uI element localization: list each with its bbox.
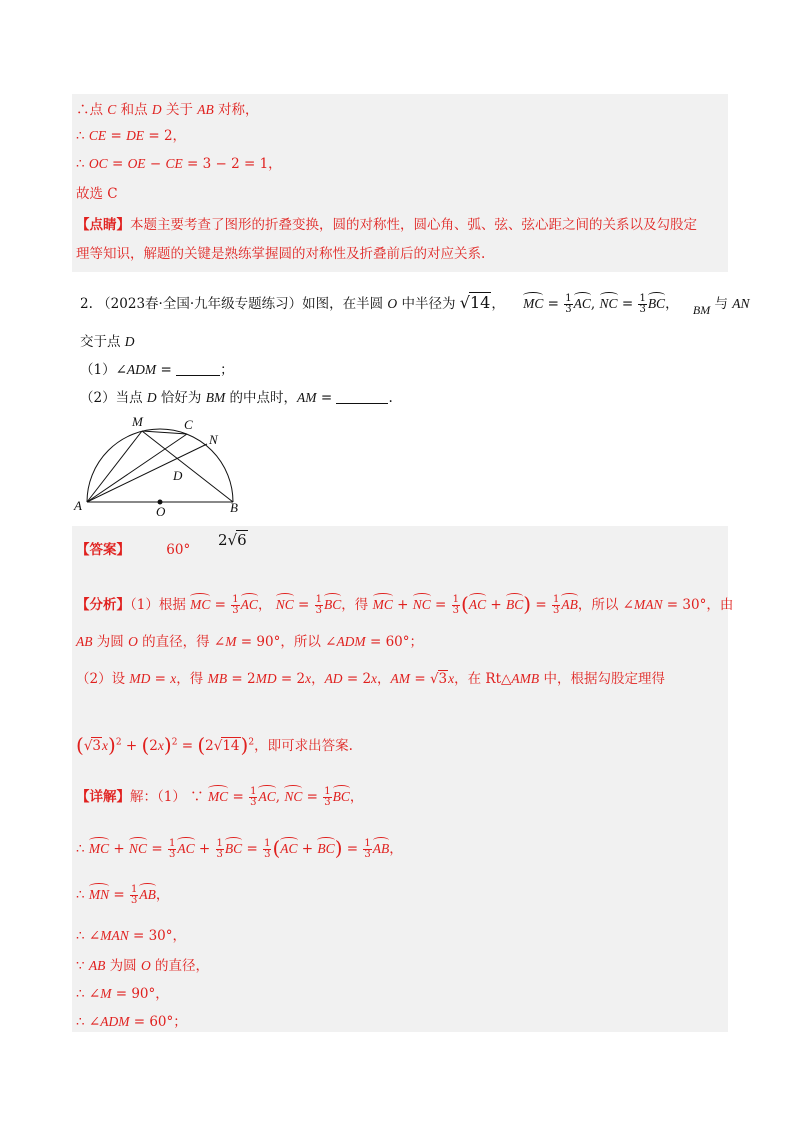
analysis-line-2: AB 为圆 O 的直径，得 ∠M = 90°，所以 ∠ADM = 60°； [76, 634, 424, 650]
answer-blank-2[interactable] [336, 391, 388, 404]
detail-line-4: ∴ ∠MAN = 30°， [76, 928, 187, 944]
detail-line-3: ∴ MN = $\frac{1}{3}$ AB， [76, 884, 170, 906]
label-c: C [184, 417, 193, 432]
prev-line-1: ∴点 C 和点 D 关于 AB 对称， [76, 102, 259, 118]
detail-line-5: ∵ AB 为圆 O 的直径， [76, 958, 210, 974]
label-m: M [132, 414, 143, 429]
chord-bm [142, 431, 233, 502]
detail-line-2: ∴ MC + NC = $\frac{1}{3}$ AC + $\frac{1}{3}$ BC = $\frac{1}{3}$ (AC + BC) = $\frac{1}{3}$ AB， [76, 836, 403, 860]
label-b: B [230, 500, 238, 515]
analysis-line-4: $(√3x)^2 + (2x)^2 = (2√14)^2$，即可求出答案. [76, 733, 353, 757]
chord-am [87, 431, 142, 502]
analysis-line-3: （2）设 MD = x，得 MB = 2MD = 2x，AD = 2x，AM = √3x，在 Rt△AMB 中，根据勾股定理得 [76, 671, 665, 687]
detail-line-6: ∴ ∠M = 90°， [76, 986, 169, 1002]
dianjing-line-2: 理等知识，解题的关键是熟练掌握圆的对称性及折叠前后的对应关系. [76, 246, 486, 262]
question-2-stem: 2. （2023春·全国·九年级专题练习）如图，在半圆 O 中半径为 √14， MC = $\frac{1}{3}$ AC, NC = $\frac{1}{3}$ BC， BM 与 AN [80, 293, 750, 317]
dianjing-line-1 [76, 217, 697, 233]
analysis-tag: 【分析】 [76, 597, 130, 613]
chord-ac [87, 434, 187, 502]
label-n: N [209, 432, 218, 447]
prev-line-4: 故选 C [76, 186, 118, 202]
label-a: A [74, 498, 82, 513]
dianjing-text-1: 本题主要考查了图形的折叠变换，圆的对称性，圆心角、弧、弦、弦心距之间的关系以及勾股定 [130, 217, 697, 233]
label-o: O [156, 504, 166, 519]
question-2-part-1: （1）∠ADM = ； [80, 362, 234, 378]
answer-tag: 【答案】 [76, 542, 130, 558]
radius-value: √14 [459, 293, 491, 312]
answer-1: 60° [166, 542, 191, 558]
question-2-intersect: 交于点 D [80, 334, 135, 350]
detail-tag: 【详解】 [76, 789, 130, 805]
analysis-conclusion: ，即可求出答案. [254, 738, 353, 754]
analysis-line-1: 【分析】（1）根据 MC = $\frac{1}{3}$ AC， NC = $\frac{1}{3}$ BC，得 MC + NC = $\frac{1}{3}$ (AC + BC) = $\frac{1}{3}$ AB，所以 ∠MAN = 30°，由 [76, 592, 734, 616]
question-2-part-2: （2）当点 D 恰好为 BM 的中点时，AM = . [80, 390, 393, 406]
answer-blank-1[interactable] [176, 363, 220, 376]
question-number: 2. [80, 296, 93, 312]
prev-line-3: ∴ OC = OE − CE = 3 − 2 = 1， [76, 156, 282, 172]
detail-intro: 解：（1） [130, 789, 186, 805]
semicircle-figure [70, 410, 250, 520]
answer-line [76, 542, 190, 558]
answer-2: 2√6 [218, 531, 247, 549]
arc-relation: MC = $\frac{1}{3}$ AC, NC = $\frac{1}{3}$ BC， [523, 293, 683, 315]
chord-an [87, 444, 207, 502]
detail-line-7: ∴ ∠ADM = 60°； [76, 1014, 187, 1030]
detail-line-1: 【详解】解：（1） ∵ MC = $\frac{1}{3}$ AC, NC = $\frac{1}{3}$ BC， [76, 786, 364, 808]
dianjing-tag: 【点睛】 [76, 217, 130, 233]
prev-line-2: ∴ CE = DE = 2， [76, 128, 187, 144]
label-d: D [173, 468, 183, 483]
